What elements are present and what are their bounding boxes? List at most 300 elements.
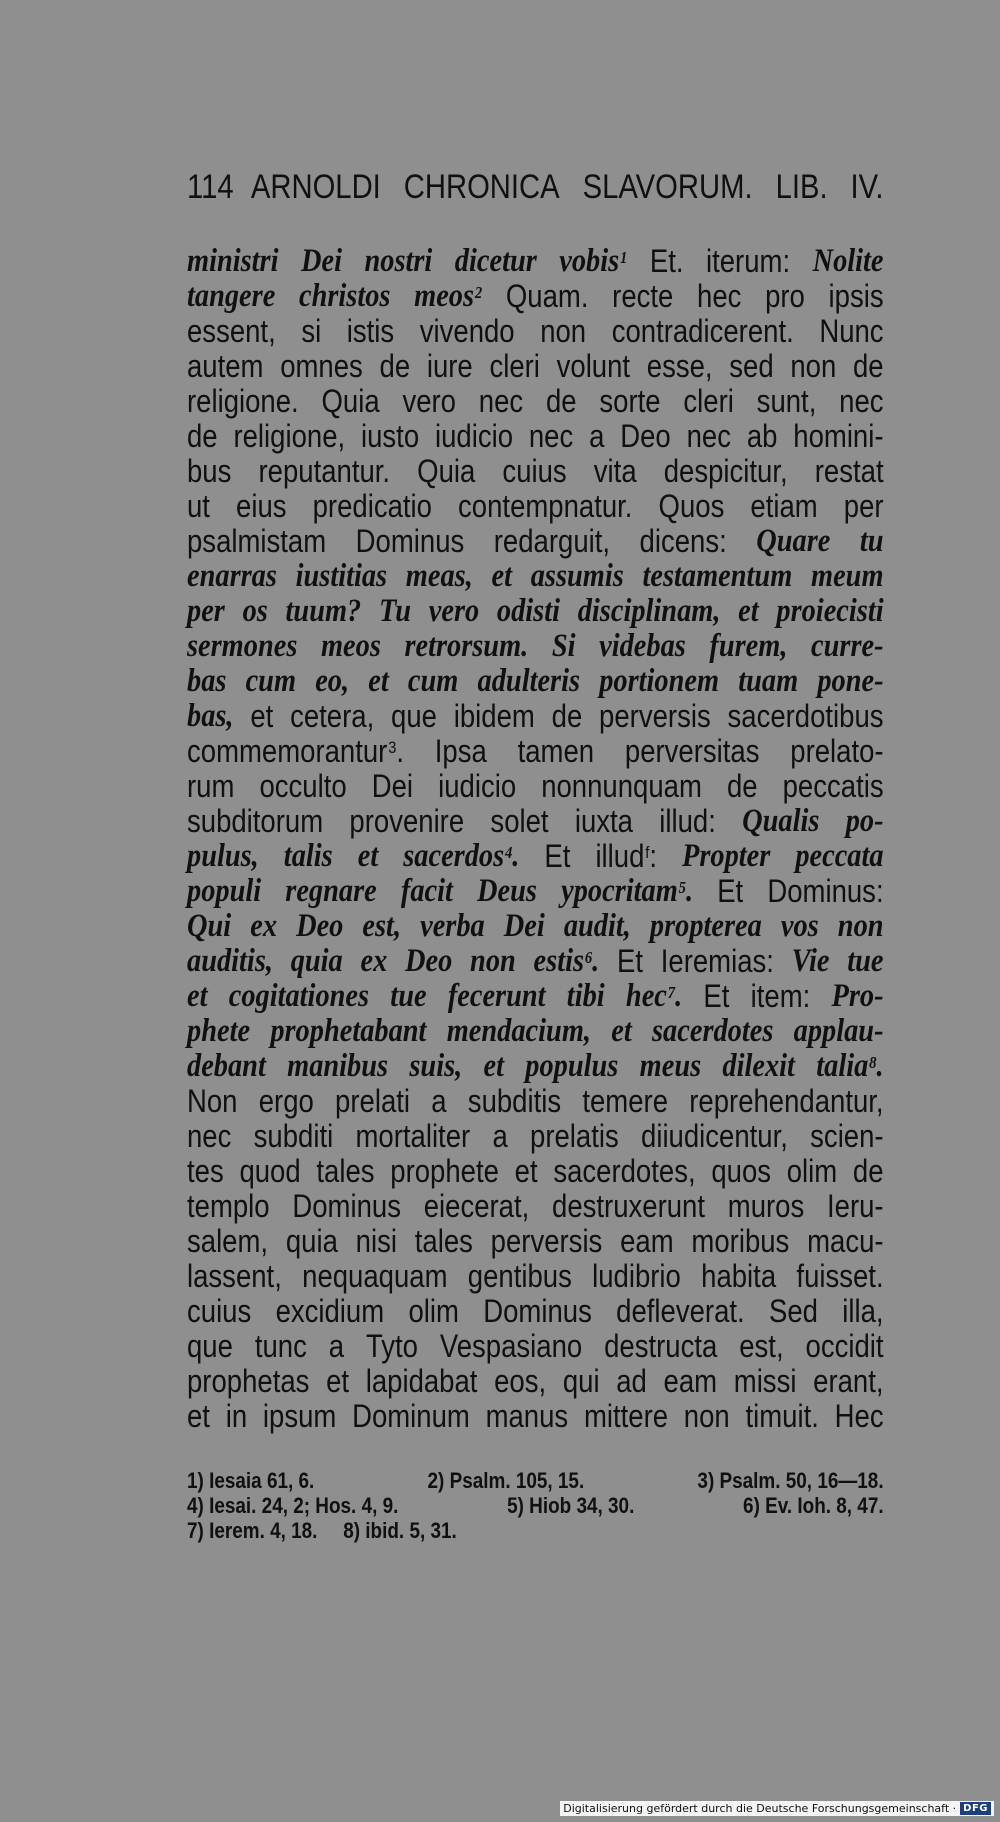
word: odisti <box>496 593 561 629</box>
word: tales <box>414 1223 473 1259</box>
word: qui <box>562 1363 600 1399</box>
word: suis, <box>409 1048 463 1084</box>
word: nec <box>478 383 524 419</box>
footnote-line <box>187 1468 884 1493</box>
footnote-item: 5) Hiob 34, 30. <box>507 1493 635 1518</box>
footnote-marker: 5 <box>678 878 686 897</box>
word: tuum? <box>285 593 362 629</box>
text-line <box>187 1119 884 1154</box>
word: auditis, <box>187 943 273 979</box>
text-line <box>187 699 884 734</box>
word: iustitias <box>295 558 388 594</box>
word: perversis <box>599 698 711 734</box>
text-line <box>187 559 884 594</box>
word: quia <box>285 1223 338 1259</box>
footnote-line <box>187 1518 884 1543</box>
word: subditis <box>467 1083 562 1119</box>
word: nisi <box>355 1223 397 1259</box>
word: curre- <box>811 628 884 664</box>
page-number: 114 <box>187 168 234 206</box>
text-line <box>187 1364 884 1399</box>
word: de <box>379 348 411 384</box>
word: est, <box>362 908 402 944</box>
word: populus <box>525 1048 619 1084</box>
word: hec <box>697 278 742 314</box>
word: et <box>357 838 379 874</box>
word: portionem <box>599 663 720 699</box>
word: de <box>545 383 577 419</box>
word: reputantur. <box>258 453 391 489</box>
word: ludibrio <box>592 1258 681 1294</box>
title-word: CHRONICA <box>403 168 560 206</box>
word: a <box>328 1328 345 1364</box>
word: adulteris <box>477 663 581 699</box>
word: mittere <box>583 1398 669 1434</box>
word: nec <box>686 418 731 454</box>
word: retrorsum. <box>404 628 529 664</box>
word: Ipsa <box>434 733 487 769</box>
word: sacerdotibus <box>727 698 884 734</box>
book-page <box>187 168 884 1543</box>
word: pro <box>765 278 805 314</box>
word: Dominus <box>355 523 465 559</box>
word: cleri <box>489 348 540 384</box>
body-text <box>187 244 884 1434</box>
word: bas, <box>187 698 234 734</box>
word: Tu <box>378 593 412 629</box>
word: contradicerent. <box>611 313 794 349</box>
word: et <box>514 1153 538 1189</box>
word: ab <box>746 418 778 454</box>
word: testamentum <box>642 558 793 594</box>
word: istis <box>346 313 395 349</box>
word: nequaquam <box>302 1258 448 1294</box>
word: missi <box>733 1363 797 1399</box>
word: Qui <box>187 908 232 944</box>
word: Non <box>187 1083 238 1119</box>
text-line <box>187 524 884 559</box>
word: Quia <box>417 453 476 489</box>
word: furem, <box>709 628 788 664</box>
word: vobis$^1$ <box>559 243 628 279</box>
word: meos$^2$ <box>414 278 483 314</box>
footnote-item: 8) ibid. 5, 31. <box>343 1518 457 1543</box>
word: et <box>326 1363 350 1399</box>
dfg-logo-icon: DFG <box>960 1802 991 1815</box>
word: videbas <box>599 628 686 664</box>
word: tu <box>859 523 884 559</box>
word: prophete <box>390 1153 499 1189</box>
word: Dominum <box>352 1398 470 1434</box>
word: et <box>611 1013 632 1049</box>
word: destructa <box>604 1328 718 1364</box>
word: gentibus <box>467 1258 572 1294</box>
word: tales <box>316 1153 375 1189</box>
word: que <box>187 1328 233 1364</box>
footnote-item: 3) Psalm. 50, 16—18. <box>697 1468 884 1493</box>
word: ex <box>250 908 278 944</box>
word: iusto <box>361 418 420 454</box>
word: religione, <box>233 418 346 454</box>
word: de <box>852 348 884 384</box>
word: eius <box>236 488 287 524</box>
text-line <box>187 594 884 629</box>
word: meus <box>639 1048 702 1084</box>
word: habita <box>701 1258 777 1294</box>
text-line <box>187 454 884 489</box>
word: et <box>491 558 513 594</box>
text-line <box>187 1329 884 1364</box>
word: non <box>470 943 516 979</box>
word: Propter <box>681 838 771 874</box>
word: eiecerat, <box>423 1188 530 1224</box>
word: Qualis <box>742 803 820 839</box>
footnote-item: 6) Ev. Ioh. 8, 47. <box>743 1493 884 1518</box>
word: applau- <box>793 1013 884 1049</box>
word: bus <box>187 453 232 489</box>
text-line <box>187 839 884 874</box>
word: timuit. <box>745 1398 819 1434</box>
word: Si <box>551 628 576 664</box>
word: diiudicentur, <box>641 1118 788 1154</box>
text-line <box>187 349 884 384</box>
text-line <box>187 874 884 909</box>
footnote-marker: 2 <box>474 283 483 302</box>
word: iudicio <box>434 418 514 454</box>
word: perversis <box>490 1223 603 1259</box>
word: prelatis <box>530 1118 619 1154</box>
word: cleri <box>683 383 734 419</box>
word: cuius <box>187 1293 252 1329</box>
word: Et <box>703 978 730 1014</box>
word: de <box>852 1153 884 1189</box>
word: Pro- <box>831 978 884 1014</box>
text-line <box>187 734 884 769</box>
word: et <box>250 698 274 734</box>
word: predicatio <box>312 488 432 524</box>
text-line <box>187 804 884 839</box>
word: prelato- <box>790 733 884 769</box>
word: sermones <box>187 628 298 664</box>
footnotes <box>187 1468 884 1543</box>
digitization-credit <box>560 1801 994 1816</box>
word: et <box>368 663 389 699</box>
word: pone- <box>817 663 884 699</box>
word: excidium <box>275 1293 385 1329</box>
word: non <box>683 1398 730 1434</box>
word: et <box>483 1048 505 1084</box>
word: muros <box>727 1188 805 1224</box>
word: a <box>431 1083 447 1119</box>
word: Dei <box>300 243 342 279</box>
word: olim <box>408 1293 459 1329</box>
text-line <box>187 489 884 524</box>
word: psalmistam <box>187 523 327 559</box>
word: non <box>790 348 837 384</box>
text-line <box>187 979 884 1014</box>
word: que <box>391 698 437 734</box>
word: vero <box>428 593 480 629</box>
word: Dominus <box>483 1293 592 1329</box>
word: restat <box>814 453 884 489</box>
running-title <box>251 168 884 207</box>
word: proiecisti <box>776 593 884 629</box>
word: debant <box>187 1048 266 1084</box>
word: tue <box>390 978 427 1014</box>
footnote-marker: 8 <box>869 1053 877 1072</box>
word: vos <box>780 908 819 944</box>
text-line <box>187 1294 884 1329</box>
word: po- <box>845 803 884 839</box>
word: Vie <box>791 943 830 979</box>
word: Et <box>717 873 744 909</box>
word: etiam <box>750 488 818 524</box>
word: tamen <box>517 733 595 769</box>
word: estis$^6$. <box>533 943 600 979</box>
word: disciplinam, <box>577 593 721 629</box>
word: est, <box>739 1328 784 1364</box>
word: Ieremias: <box>660 943 774 979</box>
word: assumis <box>530 558 624 594</box>
word: sacerdotes, <box>553 1153 696 1189</box>
text-line <box>187 1259 884 1294</box>
word: macu- <box>807 1223 884 1259</box>
word: ypocritam$^5$. <box>561 873 694 909</box>
word: lassent, <box>187 1258 282 1294</box>
word: iuxta <box>574 803 633 839</box>
word: cetera, <box>290 698 375 734</box>
word: commemorantur$^3$. <box>187 733 404 769</box>
word: Deo <box>296 908 344 944</box>
word: omnes <box>280 348 363 384</box>
word: de <box>551 698 583 734</box>
word: mendacium, <box>446 1013 591 1049</box>
word: moribus <box>691 1223 790 1259</box>
text-line <box>187 664 884 699</box>
word: lapidabat <box>365 1363 478 1399</box>
word: rum <box>187 768 235 804</box>
word: quod <box>239 1153 301 1189</box>
word: recte <box>612 278 674 314</box>
word: manus <box>485 1398 569 1434</box>
running-header <box>187 168 884 216</box>
text-line <box>187 1014 884 1049</box>
word: et <box>738 593 759 629</box>
word: populi <box>187 873 262 909</box>
word: non <box>837 908 884 944</box>
footnote-marker: 6 <box>584 948 593 967</box>
word: provenire <box>349 803 465 839</box>
word: Dominus: <box>767 873 884 909</box>
word: Tyto <box>365 1328 418 1364</box>
footnote-item: 4) Iesai. 24, 2; Hos. 4, 9. <box>187 1493 399 1518</box>
word: peccatis <box>782 768 884 804</box>
word: eo, <box>315 663 350 699</box>
credit-text: Digitalisierung gefördert durch die Deutsche Forschungsgemeinschaft · <box>563 1802 957 1815</box>
text-line <box>187 769 884 804</box>
word: cum <box>407 663 459 699</box>
word: sorte <box>599 383 661 419</box>
word: quia <box>290 943 343 979</box>
word: vita <box>593 453 637 489</box>
word: Deo <box>620 418 671 454</box>
text-line <box>187 1224 884 1259</box>
word: volunt <box>556 348 631 384</box>
word: quos <box>711 1153 772 1189</box>
footnote-marker: f <box>645 843 650 862</box>
word: illud: <box>659 803 716 839</box>
word: in <box>225 1398 248 1434</box>
word: vivendo <box>419 313 515 349</box>
word: nostri <box>364 243 433 279</box>
word: facit <box>400 873 453 909</box>
word: talis <box>283 838 333 874</box>
word: dilexit <box>722 1048 795 1084</box>
word: tibi <box>566 978 605 1014</box>
word: iterum: <box>705 243 791 279</box>
word: bas <box>187 663 227 699</box>
word: eos, <box>494 1363 547 1399</box>
word: Et <box>617 943 644 979</box>
word: mortaliter <box>355 1118 471 1154</box>
word: Dei <box>503 908 545 944</box>
word: verba <box>420 908 485 944</box>
word: meas, <box>405 558 473 594</box>
word: Quos <box>658 488 725 524</box>
word: Dei <box>371 768 414 804</box>
word: defleverat. <box>616 1293 745 1329</box>
word: de <box>726 768 758 804</box>
word: phete <box>187 1013 251 1049</box>
word: illa, <box>842 1293 884 1329</box>
word: contempnatur. <box>458 488 633 524</box>
text-line <box>187 1399 884 1434</box>
title-word: SLAVORUM. <box>582 168 753 206</box>
word: esse, <box>646 348 713 384</box>
word: sunt, <box>756 383 817 419</box>
word: Dominus <box>292 1188 401 1224</box>
text-line <box>187 1154 884 1189</box>
word: Quare <box>756 523 831 559</box>
text-line <box>187 909 884 944</box>
word: per <box>187 593 225 629</box>
word: non <box>540 313 587 349</box>
title-word: LIB. <box>775 168 828 206</box>
word: perversitas <box>624 733 760 769</box>
word: tunc <box>254 1328 307 1364</box>
word: essent, <box>187 313 276 349</box>
text-line <box>187 314 884 349</box>
word: salem, <box>187 1223 269 1259</box>
footnote-item: 2) Psalm. 105, 15. <box>427 1468 585 1493</box>
word: subditorum <box>187 803 324 839</box>
word: occidit <box>805 1328 884 1364</box>
word: cum <box>245 663 297 699</box>
word: hec$^7$. <box>625 978 683 1014</box>
word: per <box>843 488 884 524</box>
word: christos <box>298 278 391 314</box>
word: eam <box>663 1363 718 1399</box>
word: ex <box>360 943 388 979</box>
word: ipsum <box>262 1398 337 1434</box>
word: item: <box>750 978 811 1014</box>
word: meos <box>320 628 381 664</box>
word: si <box>301 313 322 349</box>
text-line <box>187 419 884 454</box>
footnote-line <box>187 1493 884 1518</box>
text-line <box>187 944 884 979</box>
word: manibus <box>287 1048 389 1084</box>
footnote-marker: 7 <box>667 983 676 1002</box>
word: despicitur, <box>663 453 788 489</box>
word: tue <box>847 943 884 979</box>
word: destruxerunt <box>552 1188 706 1224</box>
word: ad <box>616 1363 647 1399</box>
word: sacerdotes <box>652 1013 774 1049</box>
footnote-marker: 1 <box>620 248 628 267</box>
text-line <box>187 384 884 419</box>
word: talia$^8$. <box>816 1048 884 1084</box>
word: nec <box>839 383 884 419</box>
word: reprehendantur, <box>689 1083 884 1119</box>
text-line <box>187 1084 884 1119</box>
word: redarguit, <box>493 523 611 559</box>
word: templo <box>187 1188 270 1224</box>
word: a <box>492 1118 508 1154</box>
word: prophetabant <box>270 1013 427 1049</box>
word: religione. <box>187 383 299 419</box>
word: homini- <box>793 418 884 454</box>
word: olim <box>786 1153 838 1189</box>
word: a <box>589 418 605 454</box>
word: et <box>187 978 208 1014</box>
footnote-marker: 4 <box>504 843 513 862</box>
word: scien- <box>810 1118 884 1154</box>
word: ministri <box>187 243 279 279</box>
word: Deo <box>405 943 453 979</box>
word: Hec <box>834 1398 884 1434</box>
word: tes <box>187 1153 224 1189</box>
word: occulto <box>259 768 347 804</box>
footnote-item: 1) Iesaia 61, 6. <box>187 1468 315 1493</box>
word: illud$^f$: <box>595 838 657 874</box>
word: enarras <box>187 558 277 594</box>
word: Vespasiano <box>439 1328 583 1364</box>
text-line <box>187 279 884 314</box>
word: prelati <box>335 1083 411 1119</box>
word: cogitationes <box>228 978 370 1014</box>
word: os <box>242 593 268 629</box>
title-word: ARNOLDI <box>250 168 381 206</box>
word: ibidem <box>453 698 535 734</box>
word: audit, <box>563 908 631 944</box>
text-line <box>187 629 884 664</box>
word: erant, <box>813 1363 884 1399</box>
word: nonnunquam <box>541 768 702 804</box>
word: Nolite <box>812 243 884 279</box>
word: ergo <box>258 1083 314 1119</box>
title-word: IV. <box>850 168 884 206</box>
word: ipsis <box>828 278 884 314</box>
text-line <box>187 244 884 279</box>
word: Sed <box>768 1293 818 1329</box>
word: nec <box>528 418 574 454</box>
word: fuisset. <box>796 1258 884 1294</box>
word: prophetas <box>187 1363 310 1399</box>
word: sed <box>729 348 774 384</box>
word: meum <box>810 558 884 594</box>
word: vero <box>402 383 456 419</box>
